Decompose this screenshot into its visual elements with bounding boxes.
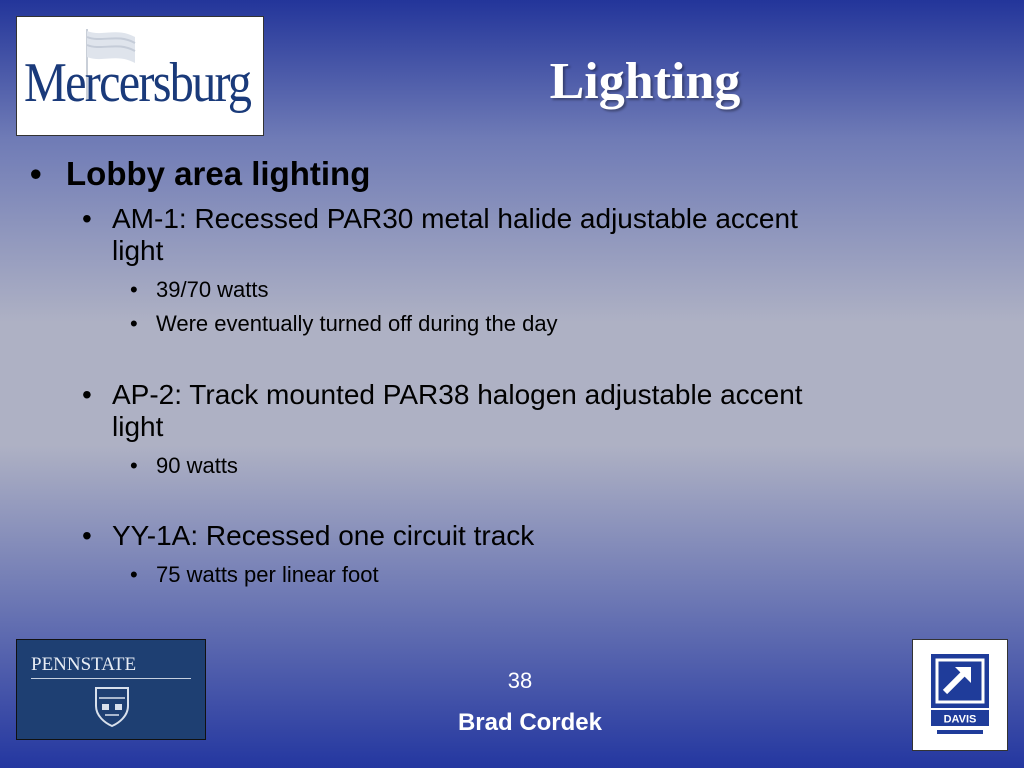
divider (31, 678, 191, 679)
mercersburg-logo (16, 16, 264, 136)
arrow-icon (913, 640, 1007, 750)
shield-icon (93, 684, 131, 728)
davis-wordmark: DAVIS (943, 713, 977, 726)
item-text: YY-1A: Recessed one circuit track (112, 520, 535, 551)
bullet-icon: • (82, 520, 92, 551)
logo-text: Mercersburg (24, 52, 251, 114)
page-number: 38 (507, 668, 533, 693)
bullet-icon: • (30, 155, 42, 192)
item-text: AP-2: Track mounted PAR38 halogen adjustable accent (112, 379, 803, 410)
bullet-icon: • (82, 203, 92, 234)
sub-item-text: Were eventually turned off during the day (156, 311, 558, 336)
item-text-line2: light (112, 235, 164, 266)
bullet-icon: • (130, 311, 138, 336)
bullet-icon: • (130, 453, 138, 478)
heading-text: Lobby area lighting (66, 155, 371, 192)
bullet-icon: • (130, 277, 138, 302)
sub-item-text: 90 watts (156, 453, 238, 478)
pennstate-wordmark: PENNSTATE (31, 654, 137, 675)
pennstate-logo (16, 639, 206, 740)
sub-item-text: 39/70 watts (156, 277, 269, 302)
davis-logo (912, 639, 1008, 751)
bullet-icon: • (130, 562, 138, 587)
item-text-line2: light (112, 411, 164, 442)
item-text: AM-1: Recessed PAR30 metal halide adjustable accent (112, 203, 798, 234)
bullet-icon: • (82, 379, 92, 410)
slide-title: Lighting (549, 53, 741, 110)
sub-item-text: 75 watts per linear foot (156, 562, 379, 587)
author-name: Brad Cordek (457, 709, 603, 736)
